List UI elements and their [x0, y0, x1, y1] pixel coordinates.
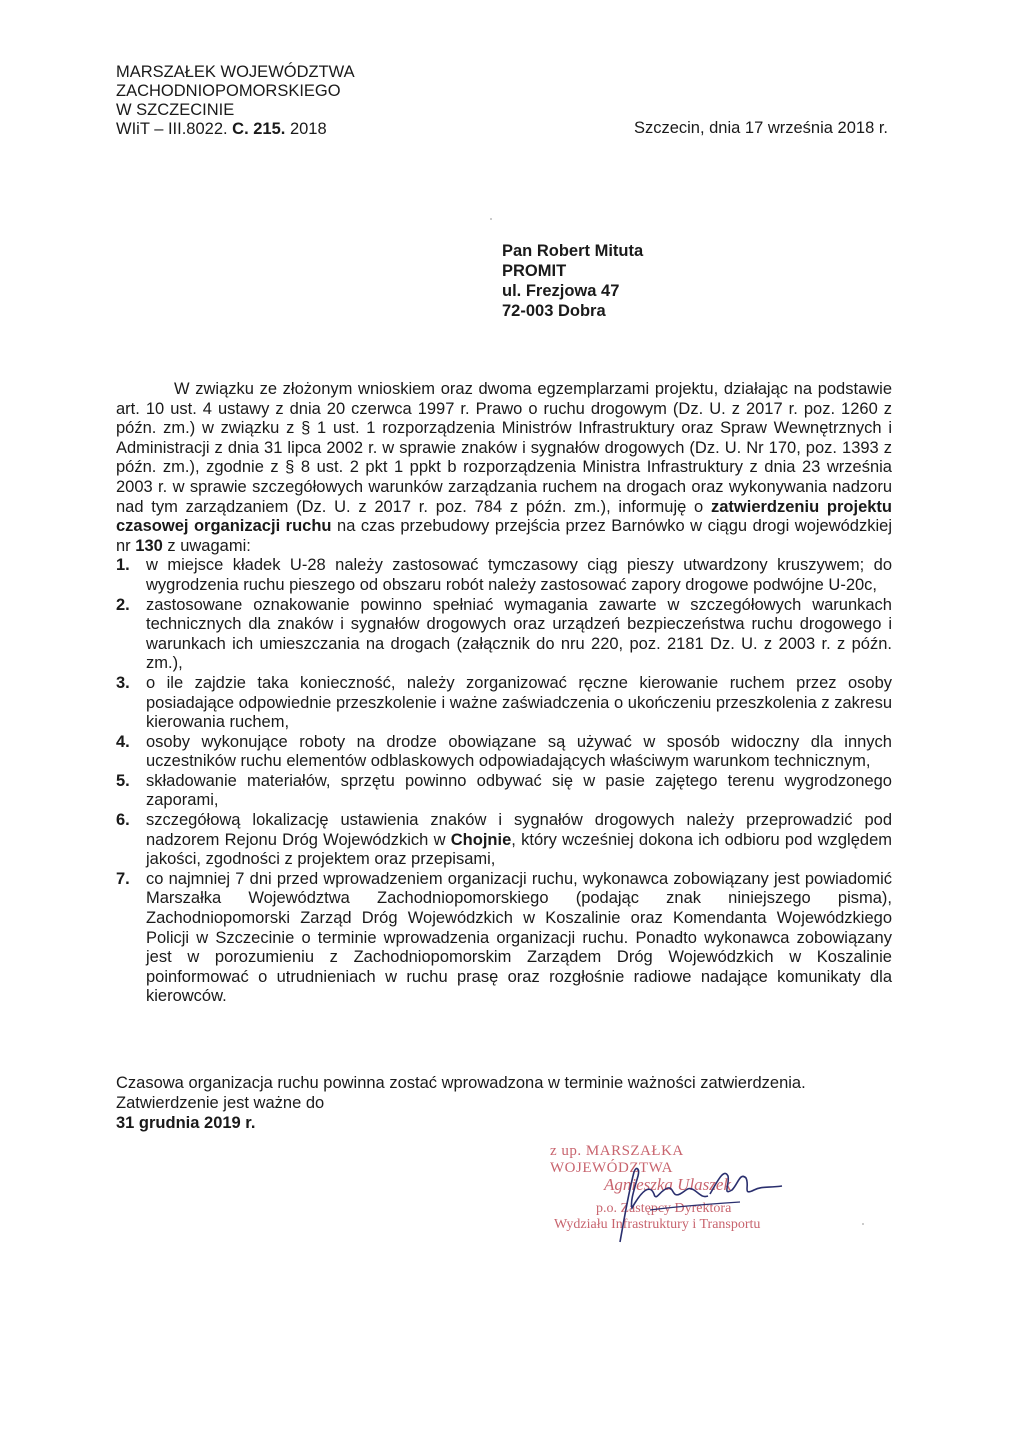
sender-line-1: MARSZAŁEK WOJEWÓDZTWA: [116, 63, 355, 81]
sender-block: [116, 63, 355, 139]
closing-line-1: Czasowa organizacja ruchu powinna zostać wprowadzona w terminie ważności zatwierdzenia.: [116, 1074, 806, 1092]
item-6-pre: szczegółową lokalizację ustawienia znaków i sygnałów drogowych należy przeprowadzić pod nadzorem Rejonu Dróg Wojewódzkich w: [146, 811, 892, 849]
stamp-line-3: p.o. Zastępcy Dyrektora: [596, 1201, 732, 1216]
closing-bold-date: 31 grudnia 2019 r.: [116, 1114, 256, 1132]
ref-prefix: WIiT – III.8022.: [116, 120, 233, 138]
list-item: [116, 772, 892, 811]
intro-paragraph: [116, 380, 892, 556]
item-text: w miejsce kładek U-28 należy zastosować tymczasowy ciąg pieszy utwardzony kruszywem; do wygrodzenia ruchu pieszego od obszaru robót należy zastosować zapory drogowe podwójne U-20c,: [146, 556, 892, 594]
item-text: zastosowane oznakowanie powinno spełniać wymagania zawarte w szczegółowych warunkach technicznych dla znaków i sygnałów drogowych oraz urządzeń bezpieczeństwa ruchu drogowego i warunkach ich umieszczania na drogach (załącznik do nru 220, poz. 2181 Dz. U. z 2003 r. z późn. zm.),: [146, 595, 892, 673]
ref-bold: C. 215.: [232, 120, 286, 138]
item-6-post: , który wcześniej dokona ich odbioru pod względem jakości, zgodności z projektem oraz przepisami,: [146, 830, 892, 869]
letter-body: [116, 380, 892, 1007]
closing-line-2: [116, 1093, 892, 1133]
item-text: [146, 811, 892, 870]
list-item: [116, 674, 892, 733]
reference-number: [116, 120, 355, 139]
stamp-line-1: z up. MARSZAŁKA WOJEWÓDZTWA: [550, 1143, 683, 1176]
addressee-street: ul. Frezjowa 47: [502, 282, 620, 300]
letter-date: Szczecin, dnia 17 września 2018 r.: [633, 119, 888, 137]
list-item: [116, 733, 892, 772]
intro-part-2: na czas przebudowy przejścia przez Barnówko w ciągu drogi wojewódzkiej nr: [116, 517, 892, 555]
addressee-name: Pan Robert Mituta: [502, 242, 644, 260]
item-number: 7.: [116, 869, 130, 888]
sender-line-2: ZACHODNIOPOMORSKIEGO: [116, 82, 341, 100]
intro-part-3: z uwagami:: [162, 536, 251, 555]
item-6-bold: Chojnie: [450, 830, 512, 849]
item-text: osoby wykonujące roboty na drodze obowiązane są używać w sposób widoczny dla innych uczestników ruchu elementów odblaskowych odpowiadających właściwym warunkom technicznym,: [146, 732, 892, 771]
ref-suffix: 2018: [285, 120, 327, 138]
list-item: [116, 811, 892, 870]
item-number: 6.: [116, 811, 130, 830]
item-number: 4.: [116, 732, 130, 751]
intro-bold-2: 130: [135, 536, 163, 555]
closing-block: [116, 1073, 892, 1133]
sender-line-3: W SZCZECINIE: [116, 101, 235, 119]
closing-prefix: Zatwierdzenie jest ważne do: [116, 1094, 325, 1112]
item-text: co najmniej 7 dni przed wprowadzeniem organizacji ruchu, wykonawca zobowiązany jest powiadomić Marszałka Województwa Zachodniopomorskiego (podając znak niniejszego pisma), Zachodniopomorski Zarząd Dróg Wojewódzkich w Koszalinie oraz Komendanta Wojewódzkiego Policji w Szczecinie o terminie wprowadzenia organizacji ruchu. Ponadto wykonawca zobowiązany jest w porozumieniu z Zachodniopomorskim Zarządem Dróg Wojewódzkich w Koszalinie poinformować o utrudnieniach w ruchu prasę oraz rozgłośnie radiowe nadające komunikaty dla kierowców.: [146, 869, 892, 1006]
list-item: [116, 596, 892, 674]
stamp-line-4: Wydziału Infrastruktury i Transportu: [554, 1217, 761, 1232]
addressee-block: [502, 241, 643, 321]
stamp-line-2: Agnieszka Ulaszek: [604, 1175, 732, 1194]
intro-bold-1: zatwierdzeniu projektu czasowej organizacji ruchu: [116, 497, 893, 536]
intro-part-1: W związku ze złożonym wnioskiem oraz dwoma egzemplarzami projektu, działając na podstawie art. 10 ust. 4 ustawy z dnia 20 czerwca 1997 r. Prawo o ruchu drogowym (Dz. U. z 2017 r. poz. 1260 z późn. zm.) w związku z § 1 ust. 1 rozporządzenia Ministrów Infrastruktury oraz Spraw Wewnętrznych i Administracji z dnia 31 lipca 2002 r. w sprawie znaków i sygnałów drogowych (Dz. U. Nr 170, poz. 1393 z późn. zm.), zgodnie z § 8 ust. 2 pkt 1 ppkt b rozporządzenia Ministra Infrastruktury z dnia 23 września 2003 r. w sprawie szczegółowych warunków zarządzania ruchem na drogach oraz wykonywania nadzoru nad tym zarządzaniem (Dz. U. z 2017 r. poz. 784 z późn. zm.), informuję o: [116, 380, 892, 516]
addressee-company: PROMIT: [502, 262, 567, 280]
handwritten-signature: [590, 1150, 800, 1250]
item-text: składowanie materiałów, sprzętu powinno odbywać się w pasie zajętego terenu wygrodzonego zaporami,: [146, 771, 892, 810]
item-number: 1.: [116, 556, 130, 575]
conditions-list: [116, 556, 892, 1007]
scan-speck: [862, 1223, 864, 1225]
item-number: 5.: [116, 771, 130, 790]
item-text: o ile zajdzie taka konieczność, należy zorganizować ręczne kierowanie ruchem przez osoby posiadające odpowiednie przeszkolenie i ważne zaświadczenia o ukończeniu przeszkolenia z zakresu kierowania ruchem,: [146, 673, 892, 732]
item-number: 3.: [116, 673, 130, 692]
addressee-city: 72-003 Dobra: [502, 302, 606, 320]
list-item: [116, 870, 892, 1007]
item-number: 2.: [116, 595, 130, 614]
list-item: [116, 556, 892, 595]
scan-speck: [490, 218, 492, 220]
